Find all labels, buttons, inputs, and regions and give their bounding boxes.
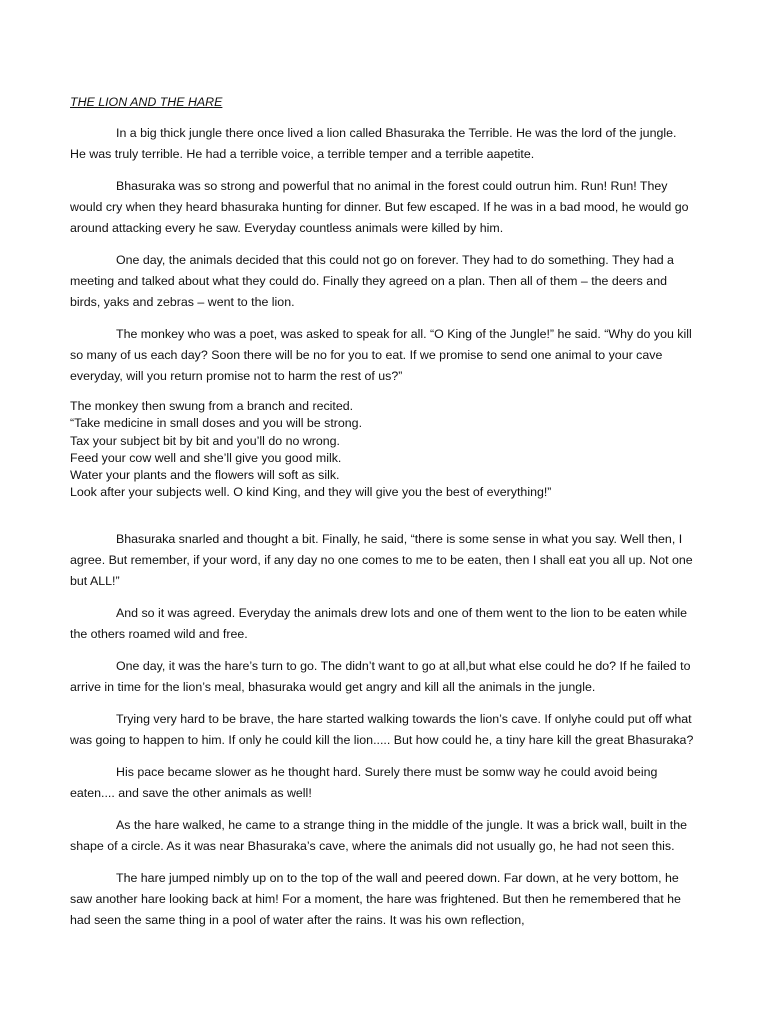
poem-line: The monkey then swung from a branch and recited. bbox=[70, 399, 354, 413]
document-body bbox=[70, 94, 695, 942]
story-paragraph: One day, it was the hare’s turn to go. The didn’t want to go at all,but what else could he do? If he failed to arrive in time for the lion’s meal, bhasuraka would get angry and kill all the animals in the jungle. bbox=[70, 658, 691, 694]
poem-line: Water your plants and the flowers will soft as silk. bbox=[70, 468, 340, 483]
poem-line: Look after your subjects well. O kind King, and they will give you the best of everything!” bbox=[70, 485, 552, 500]
story-paragraph: And so it was agreed. Everyday the animals drew lots and one of them went to the lion to be eaten while the others roamed wild and free. bbox=[70, 605, 687, 641]
story-title: THE LION AND THE HARE bbox=[70, 95, 223, 109]
story-paragraph: The monkey who was a poet, was asked to speak for all. “O King of the Jungle!” he said. “Why do you kill so many of us each day? Soon there will be no for you to eat. If we promise to send one animal to your cave everyday, will you return promise not to harm the rest of us?” bbox=[70, 327, 692, 383]
story-paragraph: As the hare walked, he came to a strange thing in the middle of the jungle. It was a brick wall, built in the shape of a circle. As it was near Bhasuraka’s cave, where the animals did not usually go, he had not seen this. bbox=[70, 817, 687, 853]
monkey-poem bbox=[70, 398, 695, 502]
poem-line: Feed your cow well and she’ll give you good milk. bbox=[70, 450, 342, 465]
story-paragraph: Bhasuraka was so strong and powerful that no animal in the forest could outrun him. Run! Run! They would cry when they heard bhasuraka hunting for dinner. But few escaped. If he was in a bad mood, he would go around attacking every he saw. Everyday countless animals were killed by him. bbox=[70, 179, 689, 235]
poem-line: Tax your subject bit by bit and you’ll do no wrong. bbox=[70, 433, 340, 448]
story-paragraph: Bhasuraka snarled and thought a bit. Finally, he said, “there is some sense in what you say. Well then, I agree. But remember, if your word, if any day no one comes to me to be eaten, then I shall eat you all up. Not one but ALL!” bbox=[70, 531, 693, 588]
story-paragraph: Trying very hard to be brave, the hare started walking towards the lion’s cave. If onlyhe could put off what was going to happen to him. If only he could kill the lion..... But how could he, a tiny hare kill the great Bhasuraka? bbox=[70, 711, 694, 747]
story-paragraph: The hare jumped nimbly up on to the top of the wall and peered down. Far down, at he very bottom, he saw another hare looking back at him! For a moment, the hare was frightened. But then he remembered that he had seen the same thing in a pool of water after the rains. It was his own reflection, bbox=[70, 870, 681, 927]
story-paragraph: His pace became slower as he thought hard. Surely there must be somw way he could avoid being eaten.... and save the other animals as well! bbox=[70, 764, 658, 800]
story-paragraph: In a big thick jungle there once lived a lion called Bhasuraka the Terrible. He was the lord of the jungle. He was truly terrible. He had a terrible voice, a terrible temper and a terrible aapetite. bbox=[70, 126, 677, 161]
story-paragraph: One day, the animals decided that this could not go on forever. They had to do something. They had a meeting and talked about what they could do. Finally they agreed on a plan. Then all of them – the deers and birds, yaks and zebras – went to the lion. bbox=[70, 253, 674, 309]
poem-line: “Take medicine in small doses and you will be strong. bbox=[70, 416, 363, 431]
